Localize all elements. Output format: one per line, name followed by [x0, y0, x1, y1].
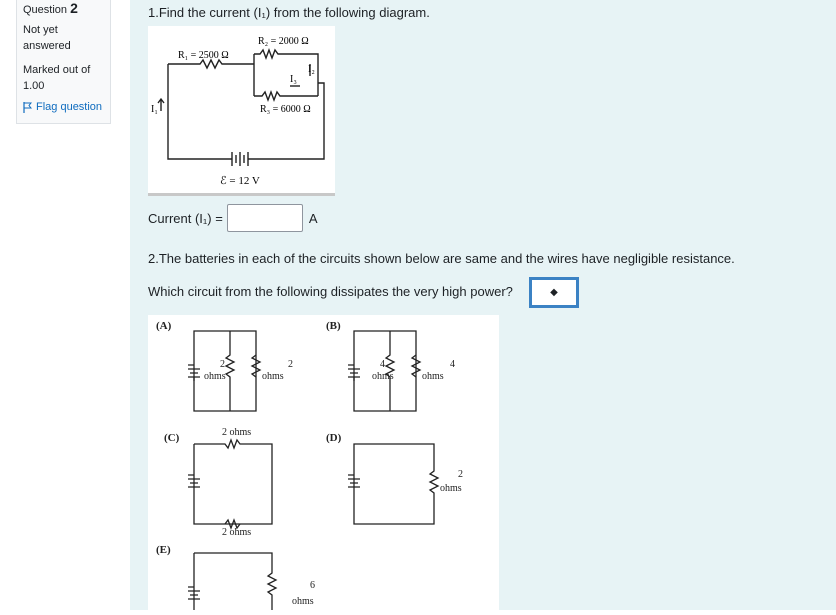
d-resistor-value: 2 [458, 469, 463, 480]
i3-label: I₃ [290, 74, 297, 85]
emf-label: ℰ = 12 V [220, 175, 260, 187]
circuit-diagram-1-svg [148, 26, 335, 193]
i2-label: I₂ [308, 64, 315, 75]
question-content [130, 0, 836, 610]
c-bottom-resistor: 2 ohms [222, 527, 252, 538]
question-state: Not yet answered [23, 24, 71, 52]
question-info-panel [16, 0, 111, 124]
e-resistor-unit: ohms [292, 596, 314, 607]
r2-label: R₂ = 2000 Ω [258, 36, 309, 47]
flag-icon [23, 102, 32, 113]
circuit-b-label: (B) [326, 320, 341, 332]
r3-label: R₃ = 6000 Ω [260, 104, 311, 115]
circuit-diagram-2 [148, 315, 499, 610]
i1-label: I₁ [151, 104, 158, 115]
e-resistor-value: 6 [310, 580, 315, 591]
b-r2-value: 4 [450, 359, 455, 370]
a-r1-value: 2 [220, 359, 225, 370]
current-input[interactable] [227, 204, 303, 232]
flag-question-link[interactable]: Flag question [23, 101, 102, 113]
r1-label: R₁ = 2500 Ω [178, 50, 229, 61]
b-r1-unit: ohms [372, 371, 394, 382]
question-2-text-line1: 2.The batteries in each of the circuits shown below are same and the wires have negligible resistance. [148, 251, 735, 266]
b-r1-value: 4 [380, 359, 385, 370]
a-r1-unit: ohms [204, 371, 226, 382]
circuit-e-label: (E) [156, 544, 171, 556]
circuit-d-label: (D) [326, 432, 342, 444]
circuit-diagram-1 [148, 26, 335, 196]
a-r2-value: 2 [288, 359, 293, 370]
circuit-c-label: (C) [164, 432, 180, 444]
current-answer-row [148, 204, 318, 232]
a-r2-unit: ohms [262, 371, 284, 382]
current-unit: A [308, 210, 318, 226]
question-2-text-line2: Which circuit from the following dissipates the very high power? [148, 284, 513, 299]
question-number: Question 2 [23, 0, 78, 16]
c-top-resistor: 2 ohms [222, 427, 252, 438]
current-label: Current (I₁) = [148, 210, 223, 226]
question-1-text: 1.Find the current (I₁) from the following diagram. [148, 5, 430, 20]
circuit-select-dropdown[interactable] [529, 277, 579, 308]
question-grade: Marked out of 1.00 [23, 64, 91, 92]
circuit-a-label: (A) [156, 320, 172, 332]
circuit-diagram-2-svg [148, 315, 499, 610]
select-arrows-icon: ◆ [550, 287, 558, 298]
diagram-divider [148, 193, 335, 196]
d-resistor-unit: ohms [440, 483, 462, 494]
b-r2-unit: ohms [422, 371, 444, 382]
